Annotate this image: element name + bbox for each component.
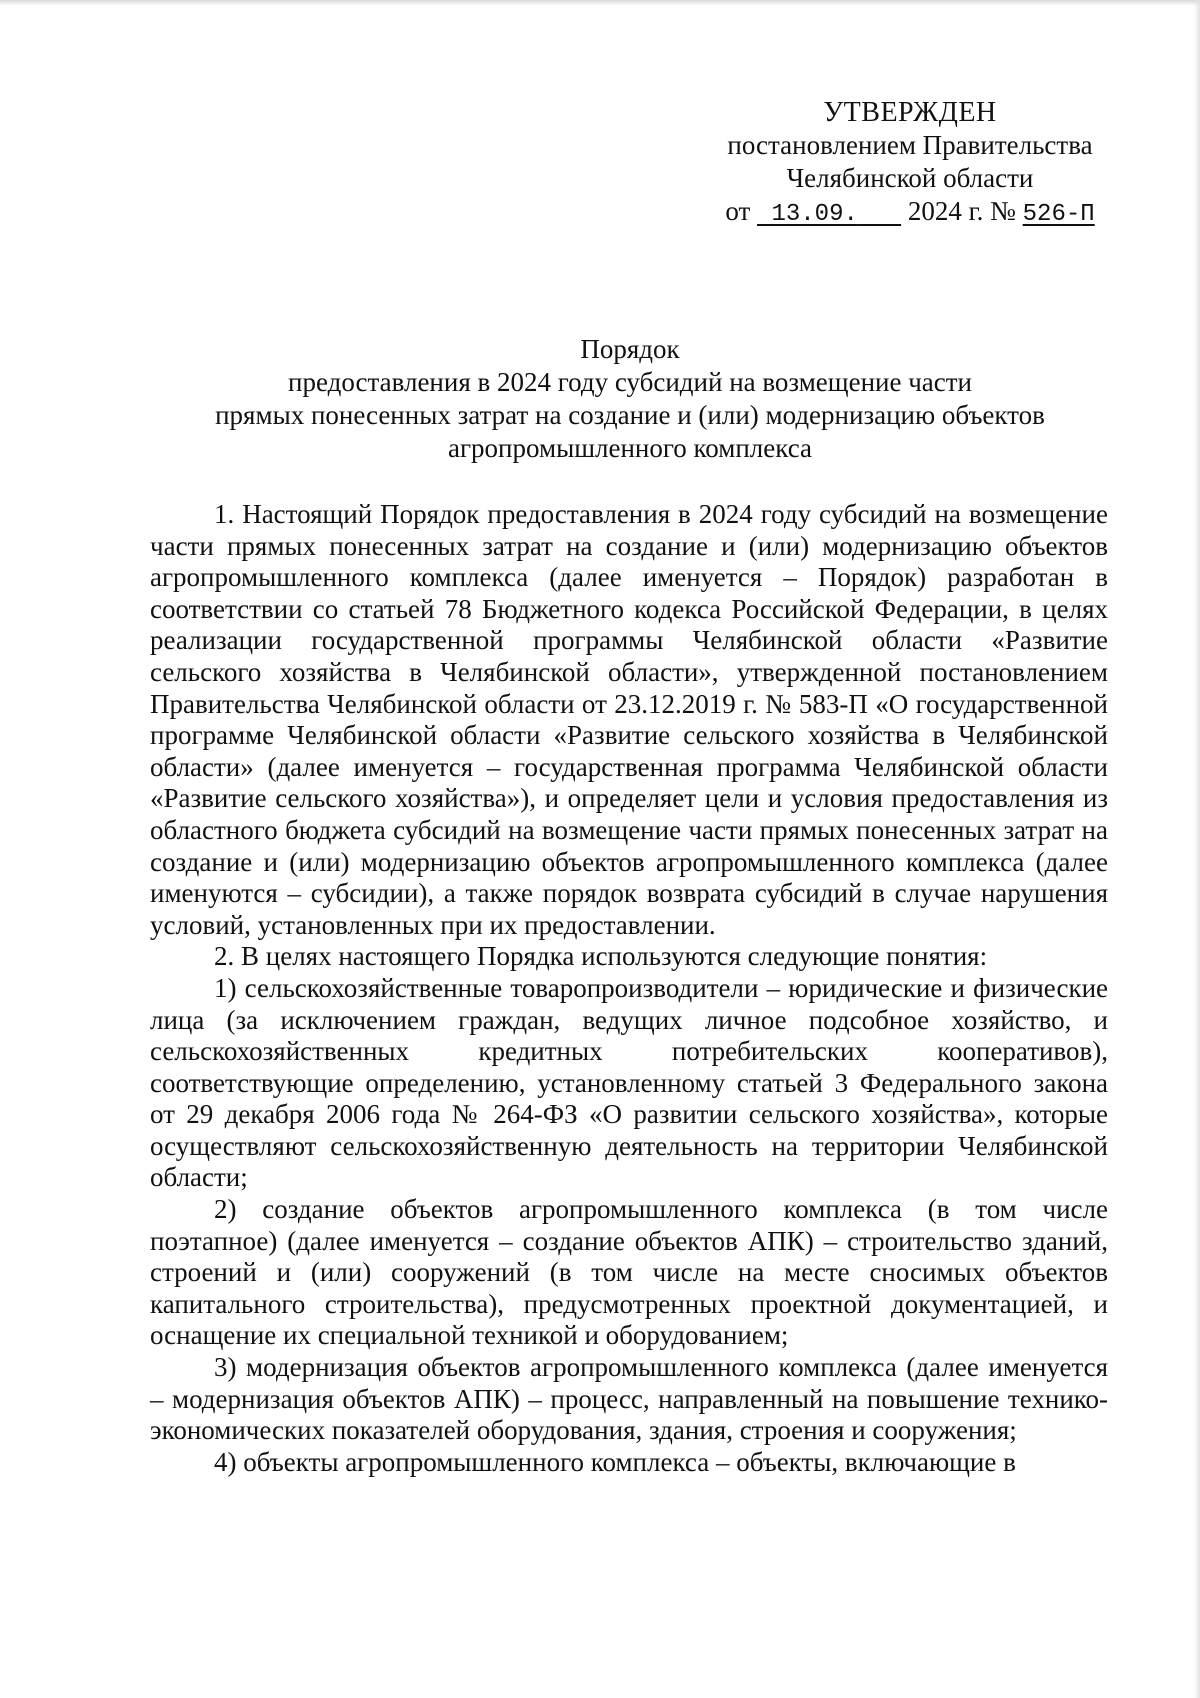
paragraph-2: 2. В целях настоящего Порядка используются следующие понятия:	[214, 941, 988, 972]
date-suffix: 2024 г. №	[907, 196, 1016, 226]
scan-right-edge	[1194, 0, 1200, 1698]
title-line-2: предоставления в 2024 году субсидий на возмещение части	[288, 367, 972, 397]
paragraph-1: 1. Настоящий Порядок предоставления в 2024 году субсидий на возмещение части прямых понесенных затрат на создание и (или) модернизацию объектов агропромышленного комплекса (далее именуется – Порядок) разработан в соответствии со статьей 78 Бюджетного кодекса Российской Федерации, в целях реализации государственной программы Челябинской области «Развитие сельского хозяйства в Челябинской области», утвержденной постановлением Правительства Челябинской области от 23.12.2019 г. № 583-П «О государственной программе Челябинской области «Развитие сельского хозяйства в Челябинской области» (далее именуется – государственная программа Челябинской области «Развитие сельского хозяйства»), и определяет цели и условия предоставления из областного бюджета субсидий на возмещение части прямых понесенных затрат на создание и (или) модернизацию объектов агропромышленного комплекса (далее именуются – субсидии), а также порядок возврата субсидий в случае нарушения условий, установленных при их предоставлении.	[150, 499, 1108, 940]
title-line-1: Порядок	[580, 334, 680, 364]
date-prefix: от	[725, 196, 751, 226]
paragraph-6: 4) объекты агропромышленного комплекса – объекты, включающие в	[214, 1446, 1016, 1477]
approval-stamp-block	[700, 96, 1120, 231]
date-filled: 13.09.	[771, 201, 858, 228]
paragraph-4: 2) создание объектов агропромышленного комплекса (в том числе поэтапное) (далее именуется – создание объектов АПК) – строительство зданий, строений и (или) сооружений (в том числе на месте сносимых объектов капитального строительства), предусмотренных проектной документацией, и оснащение их специальной техникой и оборудованием;	[150, 1194, 1108, 1351]
approval-line-1: постановлением Правительства	[727, 130, 1093, 160]
title-line-4: агропромышленного комплекса	[448, 433, 812, 463]
approval-date-line	[700, 195, 1120, 231]
approval-heading: УТВЕРЖДЕН	[823, 97, 997, 128]
document-number: 526-П	[1022, 201, 1095, 228]
document-title	[150, 333, 1110, 465]
paragraph-3: 1) сельскохозяйственные товаропроизводители – юридические и физические лица (за исключением граждан, ведущих личное подсобное хозяйство, и сельскохозяйственных кредитных потребительских кооперативов), соответствующие определению, установленному статьей 3 Федерального закона от 29 декабря 2006 года № 264-ФЗ «О развитии сельского хозяйства», которые осуществляют сельскохозяйственную деятельность на территории Челябинской области;	[150, 972, 1108, 1193]
approval-line-2: Челябинской области	[786, 163, 1034, 193]
paragraph-5: 3) модернизация объектов агропромышленного комплекса (далее именуется – модернизация объектов АПК) – процесс, направленный на повышение технико-экономических показателей оборудования, здания, строения и сооружения;	[150, 1352, 1108, 1446]
scan-top-edge	[0, 0, 1200, 6]
document-body	[150, 499, 1108, 1478]
title-line-3: прямых понесенных затрат на создание и (или) модернизацию объектов	[215, 400, 1045, 430]
